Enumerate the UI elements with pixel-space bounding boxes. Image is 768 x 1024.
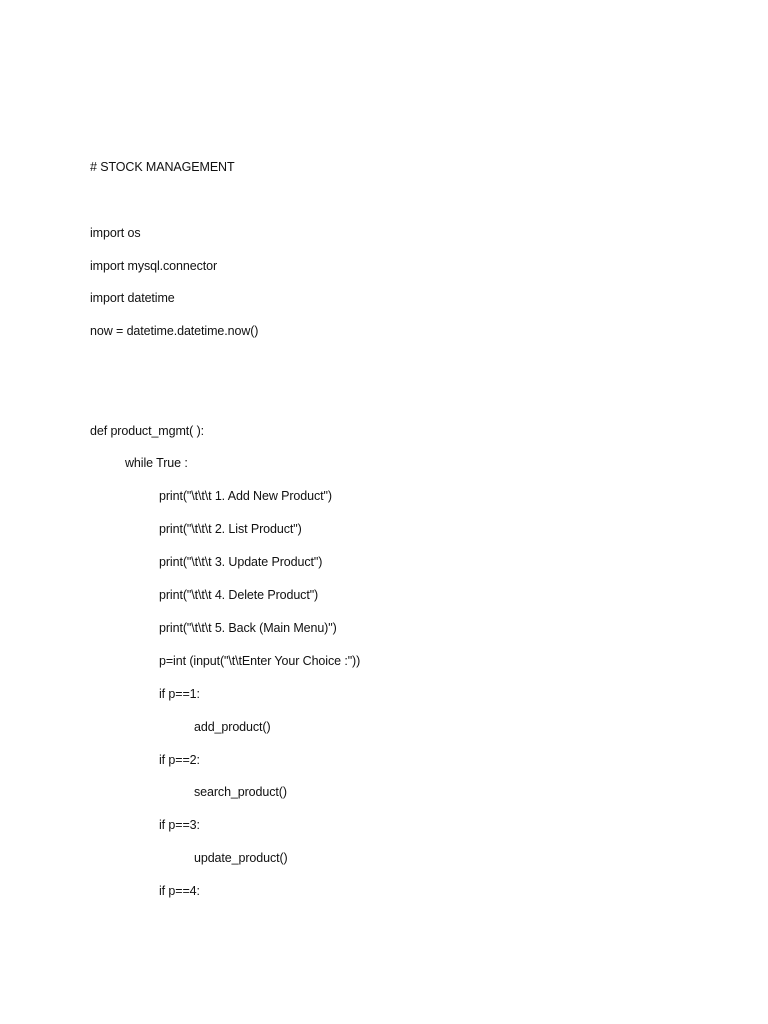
code-line-print-delete: print("\t\t\t 4. Delete Product") (159, 588, 319, 602)
code-line-search-product-call: search_product() (194, 785, 287, 799)
code-line-import-datetime: import datetime (90, 291, 175, 305)
code-line-update-product-call: update_product() (194, 851, 288, 865)
code-line-print-add: print("\t\t\t 1. Add New Product") (159, 489, 332, 503)
code-line-print-list: print("\t\t\t 2. List Product") (159, 522, 302, 536)
code-line-if-p3: if p==3: (159, 818, 200, 832)
code-line-def-product-mgmt: def product_mgmt( ): (90, 424, 205, 438)
code-line-if-p4: if p==4: (159, 884, 200, 898)
code-line-add-product-call: add_product() (194, 720, 271, 734)
code-comment-title: # STOCK MANAGEMENT (90, 160, 235, 174)
code-line-import-os: import os (90, 226, 141, 240)
code-line-print-back: print("\t\t\t 5. Back (Main Menu)") (159, 621, 337, 635)
code-line-print-update: print("\t\t\t 3. Update Product") (159, 555, 323, 569)
code-line-import-mysql: import mysql.connector (90, 259, 218, 273)
code-line-while-true: while True : (125, 456, 188, 470)
code-line-if-p2: if p==2: (159, 753, 200, 767)
code-line-input-choice: p=int (input("\t\tEnter Your Choice :")) (159, 654, 361, 668)
code-line-if-p1: if p==1: (159, 687, 200, 701)
code-line-now-assignment: now = datetime.datetime.now() (90, 324, 259, 338)
